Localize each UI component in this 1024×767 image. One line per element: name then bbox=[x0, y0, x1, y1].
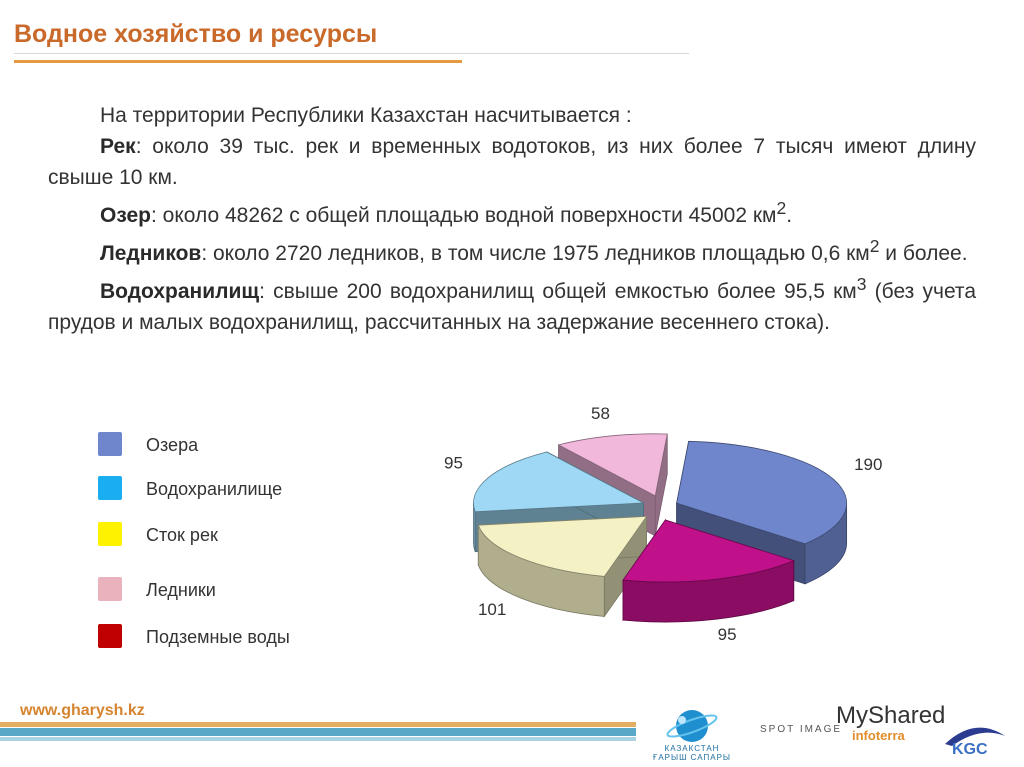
legend-label-reservoir: Водохранилище bbox=[146, 479, 283, 499]
kgc-logo-text: KGC bbox=[952, 741, 988, 758]
lakes-text-end: . bbox=[786, 204, 793, 227]
footer-bar-lightblue bbox=[0, 737, 636, 741]
lakes-label: Озер bbox=[100, 204, 152, 227]
rivers-paragraph bbox=[48, 131, 976, 193]
legend-label-glaciers: Ледники bbox=[146, 580, 216, 600]
reservoirs-text: : свыше 200 водохранилищ общей емкостью более 95,5 км bbox=[259, 280, 857, 303]
legend-swatch-reservoir bbox=[98, 476, 122, 500]
legend-item-reservoir bbox=[98, 476, 358, 504]
legend-swatch-glaciers bbox=[98, 577, 122, 601]
legend-label-river-runoff: Сток рек bbox=[146, 525, 218, 545]
legend-label-groundwater: Подземные воды bbox=[146, 627, 290, 647]
slide-title: Водное хозяйство и ресурсы bbox=[14, 20, 378, 48]
reservoirs-text-end: (без учета прудов и малых водохранилищ, рассчитанных на задержание весеннего стока). bbox=[48, 280, 976, 334]
footer-bar-blue bbox=[0, 728, 636, 736]
legend-item-lakes bbox=[98, 432, 358, 460]
legend-swatch-groundwater bbox=[98, 624, 122, 648]
spot-image-logo: SPOT IMAGE bbox=[760, 724, 843, 735]
title-underline bbox=[14, 60, 462, 63]
body-text bbox=[48, 100, 976, 338]
title-divider bbox=[14, 53, 689, 54]
infoterra-logo: infoterra bbox=[852, 728, 905, 743]
glaciers-label: Ледников bbox=[100, 242, 202, 265]
pie-data-label-glaciers: 58 bbox=[591, 403, 610, 423]
legend-item-glaciers bbox=[98, 577, 358, 605]
lakes-text: : около 48262 с общей площадью водной поверхности 45002 км bbox=[151, 204, 777, 227]
lakes-superscript: 2 bbox=[776, 198, 787, 218]
rivers-text: : около 39 тыс. рек и временных водотоков, из них более 7 тысяч имеют длину свыше 10 км. bbox=[48, 135, 976, 189]
footer-url[interactable]: www.gharysh.kz bbox=[20, 702, 145, 719]
glaciers-paragraph bbox=[48, 231, 976, 269]
reservoirs-label: Водохранилищ bbox=[100, 280, 260, 303]
pie-data-label-groundwater: 95 bbox=[717, 625, 737, 645]
pie-data-label-river-runoff: 101 bbox=[477, 599, 507, 619]
pie-data-label-reservoir: 95 bbox=[443, 453, 463, 473]
pie-data-label-lakes: 190 bbox=[854, 455, 883, 475]
legend-swatch-lakes bbox=[98, 432, 122, 456]
intro-line: На территории Республики Казахстан насчитывается : bbox=[100, 104, 632, 127]
myshared-watermark: MyShared bbox=[836, 702, 946, 729]
legend-label-lakes: Озера bbox=[146, 435, 199, 455]
lakes-paragraph bbox=[48, 193, 976, 231]
kgc-logo bbox=[940, 716, 1010, 756]
legend-item-groundwater bbox=[98, 624, 358, 652]
reservoirs-paragraph bbox=[48, 269, 976, 338]
rivers-label: Рек bbox=[100, 135, 136, 158]
legend-swatch-river-runoff bbox=[98, 522, 122, 546]
globe-icon bbox=[676, 710, 708, 742]
legend-item-river-runoff bbox=[98, 522, 358, 550]
glaciers-text: : около 2720 ледников, в том числе 1975 ледников площадью 0,6 км bbox=[201, 242, 870, 265]
kazakhstan-logo-text: КАЗАКСТАН ҒАРЫШ САПАРЫ bbox=[653, 744, 731, 762]
pie-chart bbox=[443, 403, 925, 650]
glaciers-text-end: и более. bbox=[879, 242, 968, 265]
glaciers-superscript: 2 bbox=[869, 236, 880, 256]
reservoirs-superscript: 3 bbox=[856, 274, 867, 294]
footer-bar-orange bbox=[0, 722, 636, 727]
